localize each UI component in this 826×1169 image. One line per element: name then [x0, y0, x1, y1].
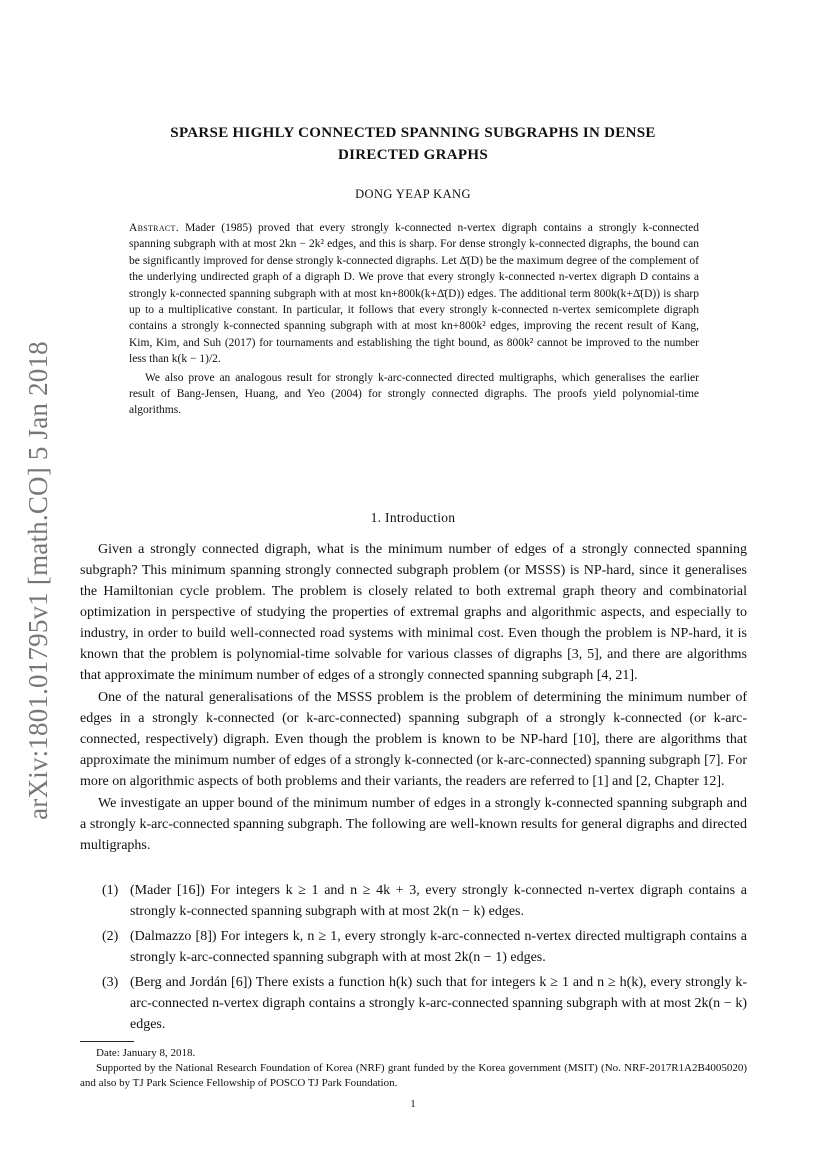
introduction-body	[80, 539, 747, 857]
intro-paragraph-1: Given a strongly connected digraph, what is the minimum number of edges of a strongly connected spanning subgraph? This minimum spanning strongly connected subgraph problem (or MSSS) is NP-hard, since it generalises the Hamiltonian cycle problem. The problem is closely related to both extremal graph theory and combinatorial optimization in perspective of studying the properties of extremal graphs and algorithmic aspects, and especially to industry, in order to build well-connected road systems with minimal cost. Even though the problem is NP-hard, it is known that the problem is polynomial-time solvable for various classes of digraphs [3, 5], and there are algorithms that approximate the minimum number of edges of a strongly connected spanning subgraph [4, 21].	[80, 542, 747, 683]
footnotes	[80, 1046, 747, 1091]
paper-title	[80, 122, 746, 166]
known-results-list	[80, 880, 747, 1039]
result-text: (Berg and Jordán [6]) There exists a function h(k) such that for integers k ≥ 1 and n ≥ h(k), every strongly k-arc-connected n-vertex digraph contains a strongly k-arc-connected spanning subgraph with at most 2k(n − k) edges.	[130, 975, 747, 1032]
abstract-paragraph-2: We also prove an analogous result for strongly k-arc-connected directed multigraphs, which generalises the earlier result of Bang-Jensen, Huang, and Yeo (2004) for strongly connected digraphs. The proofs yield polynomial-time algorithms.	[129, 371, 699, 417]
intro-paragraph-2: One of the natural generalisations of the MSSS problem is the problem of determining the minimum number of edges in a strongly k-connected (or k-arc-connected) spanning subgraph of a strongly k-connected (or k-arc-connected, respectively) digraph. Even though the problem is known to be NP-hard [10], there are algorithms that approximate the minimum number of edges of a strongly k-connected (or k-arc-connected) spanning subgraph [7]. For more on algorithmic aspects of both problems and their variants, the readers are referred to [1] and [2, Chapter 12].	[80, 690, 747, 789]
abstract-label: Abstract.	[129, 222, 179, 234]
intro-paragraph-3: We investigate an upper bound of the minimum number of edges in a strongly k-connected spanning subgraph and a strongly k-arc-connected spanning subgraph. The following are well-known results for general digraphs and directed multigraphs.	[80, 796, 747, 853]
result-item	[80, 972, 747, 1035]
author: DONG YEAP KANG	[355, 187, 471, 201]
result-item	[80, 880, 747, 922]
result-text: (Dalmazzo [8]) For integers k, n ≥ 1, every strongly k-arc-connected n-vertex directed multigraph contains a strongly k-arc-connected spanning subgraph with at most 2k(n − 1) edges.	[130, 929, 747, 965]
result-label: (2)	[102, 929, 119, 944]
arxiv-stamp	[16, 320, 60, 840]
result-text: (Mader [16]) For integers k ≥ 1 and n ≥ 4k + 3, every strongly k-connected n-vertex digraph contains a strongly k-connected spanning subgraph with at most 2k(n − k) edges.	[130, 883, 747, 919]
section-heading: 1. Introduction	[370, 510, 456, 525]
arxiv-stamp-text: arXiv:1801.01795v1 [math.CO] 5 Jan 2018	[22, 340, 53, 820]
title-line-1: SPARSE HIGHLY CONNECTED SPANNING SUBGRAPHS IN DENSE	[170, 125, 656, 141]
abstract-text-1: Mader (1985) proved that every strongly k-connected n-vertex digraph contains a strongly k-connected spanning subgraph with at most 2kn − 2k² edges, and this is sharp. For dense strongly k-connected digraphs, the bound can be significantly improved for dense strongly k-connected digraphs. Let Δ̄(D) be the maximum degree of the complement of the underlying undirected graph of a digraph D. We prove that every strongly k-connected n-vertex digraph D contains a strongly k-connected spanning subgraph with at most kn+800k(k+Δ̄(D)) edges. The additional term 800k(k+Δ̄(D)) is sharp up to a multiplicative constant. In particular, it follows that every strongly k-connected n-vertex semicomplete digraph contains a strongly k-connected spanning subgraph with at most kn+800k² edges, improving the recent result of Kang, Kim, Kim, and Suh (2017) for tournaments and establishing the tight bound, as 800k² cannot be improved to the number less than k(k − 1)/2.	[129, 222, 699, 366]
abstract-paragraph-1	[129, 220, 699, 368]
footnote-date: Date: January 8, 2018.	[96, 1047, 196, 1059]
abstract	[129, 220, 699, 419]
result-label: (3)	[102, 975, 119, 990]
footnote-divider	[80, 1041, 134, 1042]
title-line-2: DIRECTED GRAPHS	[338, 147, 488, 163]
result-label: (1)	[102, 883, 119, 898]
page-number: 1	[410, 1098, 416, 1110]
result-item	[80, 926, 747, 968]
footnote-support: Supported by the National Research Foundation of Korea (NRF) grant funded by the Korea government (MSIT) (No. NRF-2017R1A2B4005020) and also by TJ Park Science Fellowship of POSCO TJ Park Foundation.	[80, 1062, 747, 1089]
